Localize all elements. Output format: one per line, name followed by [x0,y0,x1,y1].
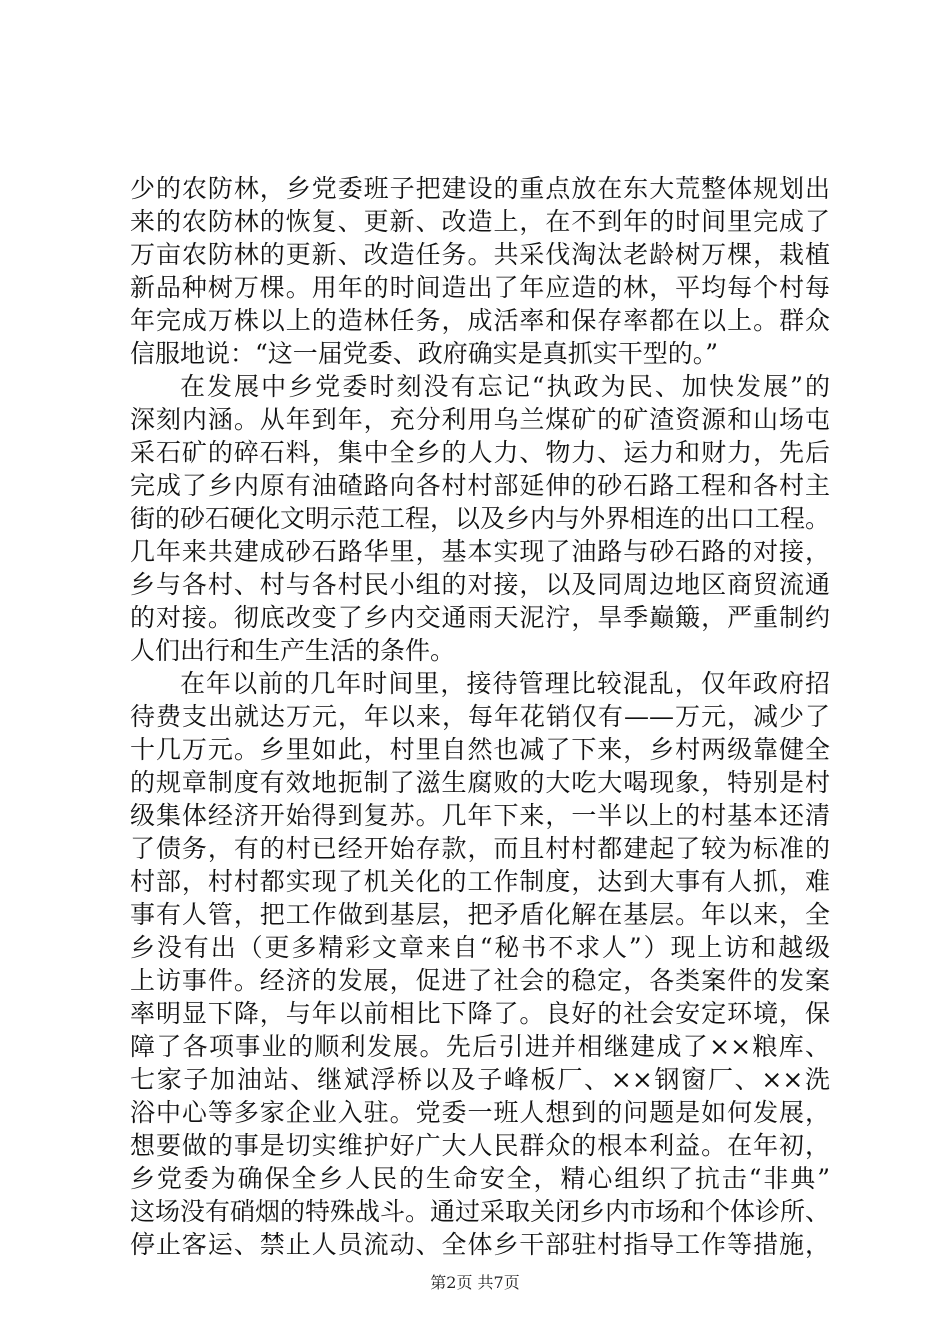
text-line: 障了各项事业的顺利发展。先后引进并相继建成了××粮库、 [130,1032,830,1061]
text-line: 想要做的事是切实维护好广大人民群众的根本利益。在年初， [130,1131,830,1160]
text-line: 待费支出就达万元，年以来，每年花销仅有——万元，减少了 [130,702,830,731]
text-line: 乡没有出（更多精彩文章来自“秘书不求人”）现上访和越级 [130,933,830,962]
text-line: 乡党委为确保全乡人民的生命安全，精心组织了抗击“非典” [130,1164,830,1193]
text-line: 少的农防林，乡党委班子把建设的重点放在东大荒整体规划出 [130,174,830,203]
text-line: 这场没有硝烟的特殊战斗。通过采取关闭乡内市场和个体诊所、 [130,1197,831,1226]
text-line: 乡与各村、村与各村民小组的对接，以及同周边地区商贸流通 [130,570,830,599]
text-line: 街的砂石硬化文明示范工程，以及乡内与外界相连的出口工程。 [130,504,831,533]
text-line: 几年来共建成砂石路华里，基本实现了油路与砂石路的对接， [130,537,830,566]
text-line: 信服地说：“这一届党委、政府确实是真抓实干型的。” [130,339,719,368]
page-number-footer: 第2页 共7页 [430,1273,520,1292]
text-line: 停止客运、禁止人员流动、全体乡干部驻村指导工作等措施， [130,1230,830,1259]
text-line: 的规章制度有效地扼制了滋生腐败的大吃大喝现象，特别是村 [130,768,830,797]
text-line: 新品种树万棵。用年的时间造出了年应造的林，平均每个村每 [130,273,830,302]
text-line: 上访事件。经济的发展，促进了社会的稳定，各类案件的发案 [130,966,830,995]
text-line: 率明显下降，与年以前相比下降了。良好的社会安定环境，保 [130,999,830,1028]
paragraph-start-line: 在发展中乡党委时刻没有忘记“执政为民、加快发展”的 [180,372,830,401]
paragraph-start-line: 在年以前的几年时间里，接待管理比较混乱，仅年政府招 [180,669,830,698]
text-line: 级集体经济开始得到复苏。几年下来，一半以上的村基本还清 [130,801,830,830]
text-line: 七家子加油站、继斌浮桥以及子峰板厂、××钢窗厂、××洗 [130,1065,830,1094]
text-line: 万亩农防林的更新、改造任务。共采伐淘汰老龄树万棵，栽植 [130,240,830,269]
text-line: 年完成万株以上的造林任务，成活率和保存率都在以上。群众 [130,306,830,335]
text-line: 深刻内涵。从年到年，充分利用乌兰煤矿的矿渣资源和山场屯 [130,405,830,434]
text-line: 来的农防林的恢复、更新、改造上，在不到年的时间里完成了 [130,207,830,236]
text-line: 事有人管，把工作做到基层，把矛盾化解在基层。年以来，全 [130,900,830,929]
text-line: 采石矿的碎石料，集中全乡的人力、物力、运力和财力，先后 [130,438,830,467]
text-line: 人们出行和生产生活的条件。 [130,636,456,665]
body-text [130,172,830,1261]
text-line: 了债务，有的村已经开始存款，而且村村都建起了较为标准的 [130,834,830,863]
text-line: 十几万元。乡里如此，村里自然也减了下来，乡村两级靠健全 [130,735,830,764]
text-line: 完成了乡内原有油碴路向各村村部延伸的砂石路工程和各村主 [130,471,830,500]
text-line: 浴中心等多家企业入驻。党委一班人想到的问题是如何发展， [130,1098,830,1127]
text-line: 村部，村村都实现了机关化的工作制度，达到大事有人抓，难 [130,867,830,896]
text-line: 的对接。彻底改变了乡内交通雨天泥泞，旱季巅簸，严重制约 [130,603,830,632]
